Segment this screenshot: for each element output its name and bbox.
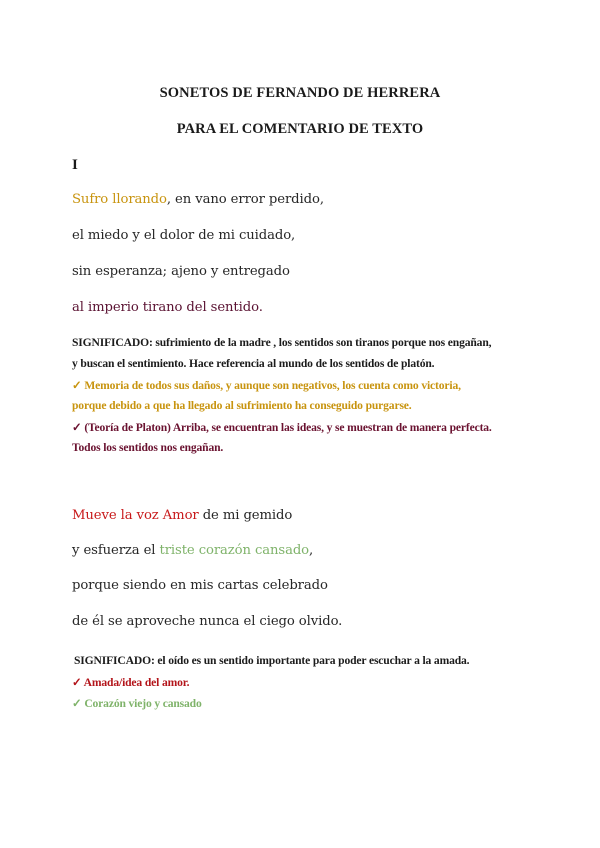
note-significado-2: SIGNIFICADO: el oído es un sentido importante para poder escuchar a la amada. — [74, 654, 470, 667]
sonnet-numeral: I — [72, 157, 78, 173]
verse-line-3: sin esperanza; ajeno y entregado — [72, 264, 290, 279]
verse-text: de mi gemido — [198, 508, 293, 523]
verse-highlight-corazon: triste corazón cansado — [159, 543, 310, 558]
document-subtitle: PARA EL COMENTARIO DE TEXTO — [176, 121, 424, 137]
verse-line-1 — [72, 192, 324, 207]
note-memoria: ✓ Memoria de todos sus daños, y aunque son negativos, los cuenta como victoria, — [72, 379, 461, 392]
verse-line-4: al imperio tirano del sentido. — [72, 300, 263, 315]
note-significado-1-cont: y buscan el sentimiento. Hace referencia al mundo de los sentidos de platón. — [72, 357, 435, 370]
verse-text: y esfuerza el — [72, 543, 160, 558]
note-platon-cont: Todos los sentidos nos engañan. — [72, 441, 224, 454]
verse-line-5 — [72, 508, 292, 523]
verse-line-2: el miedo y el dolor de mi cuidado, — [72, 228, 296, 243]
verse-text: , — [309, 543, 314, 558]
verse-highlight-amor: Mueve la voz Amor — [72, 508, 199, 523]
note-significado-1: SIGNIFICADO: sufrimiento de la madre , los sentidos son tiranos porque nos engañan, — [72, 336, 492, 349]
verse-line-7: porque siendo en mis cartas celebrado — [72, 578, 328, 593]
verse-line-6 — [72, 543, 313, 558]
verse-line-8: de él se aproveche nunca el ciego olvido. — [72, 614, 343, 629]
note-amada: ✓ Amada/idea del amor. — [72, 676, 190, 689]
note-platon: ✓ (Teoría de Platon) Arriba, se encuentran las ideas, y se muestran de manera perfecta. — [72, 421, 492, 434]
verse-highlight-sufro: Sufro llorando — [72, 192, 167, 207]
note-memoria-cont: porque debido a que ha llegado al sufrimiento ha conseguido purgarse. — [72, 399, 412, 412]
note-corazon: ✓ Corazón viejo y cansado — [72, 697, 202, 710]
document-title: SONETOS DE FERNANDO DE HERRERA — [159, 85, 441, 101]
verse-text: , en vano error perdido, — [166, 192, 324, 207]
